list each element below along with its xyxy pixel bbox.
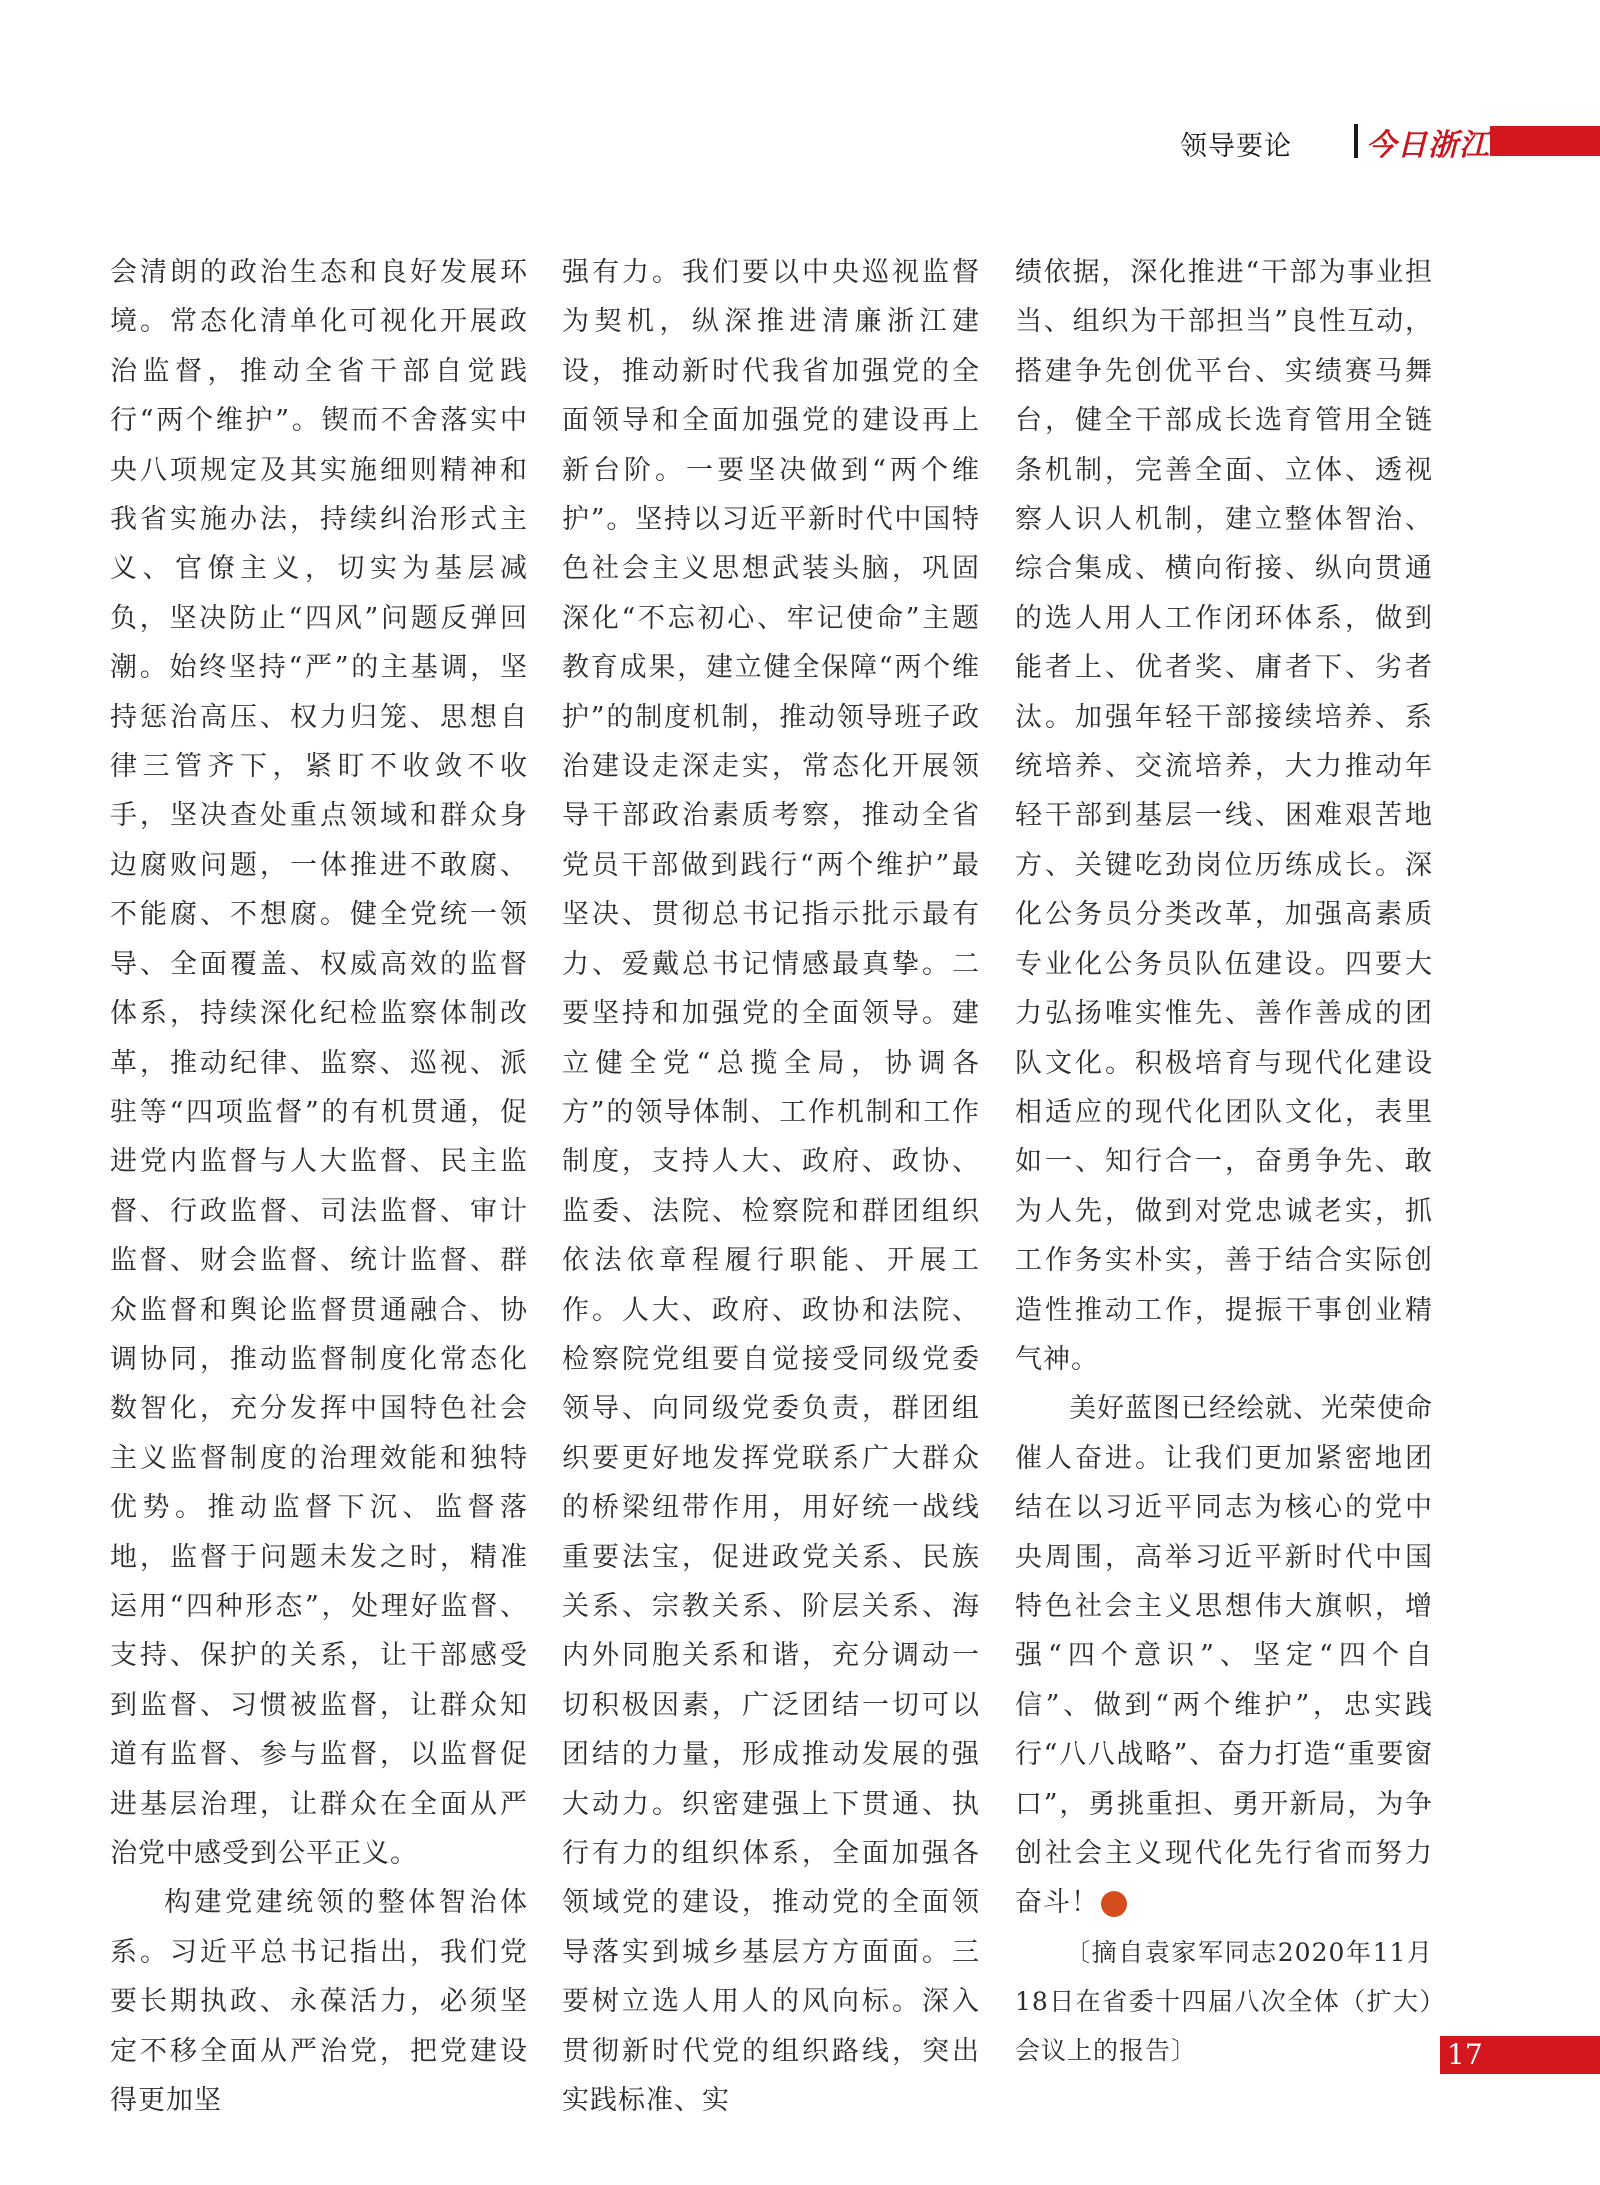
paragraph-closing (1015, 1384, 1433, 1927)
header-divider (1354, 124, 1358, 158)
source-note: 〔摘自袁家军同志2020年11月18日在省委十四届八次全体（扩大）会议上的报告〕 (1015, 1937, 1433, 2065)
text-column-2 (562, 248, 980, 2125)
page-header (1180, 120, 1600, 166)
header-accent-bar (1490, 126, 1600, 156)
text-column-1 (110, 248, 528, 2125)
paragraph: 强有力。我们要以中央巡视监督为契机，纵深推进清廉浙江建设，推动新时代我省加强党的全面领导和全面加强党的建设再上新台阶。一要坚决做到“两个维护”。坚持以习近平新时代中国特色社会主义思想武装头脑，巩固深化“不忘初心、牢记使命”主题教育成果，建立健全保障“两个维护”的制度机制，推动领导班子政治建设走深走实，常态化开展领导干部政治素质考察，推动全省党员干部做到践行“两个维护”最坚决、贯彻总书记指示批示最有力、爱戴总书记情感最真挚。二要坚持和加强党的全面领导。建立健全党“总揽全局，协调各方”的领导体制、工作机制和工作制度，支持人大、政府、政协、监委、法院、检察院和群团组织依法依章程履行职能、开展工作。人大、政府、政协和法院、检察院党组要自觉接受同级党委领导、向同级党委负责，群团组织要更好地发挥党联系广大群众的桥梁纽带作用，用好统一战线重要法宝，促进政党关系、民族关系、宗教关系、阶层关系、海内外同胞关系和谐，充分调动一切积极因素，广泛团结一切可以团结的力量，形成推动发展的强大动力。织密建强上下贯通、执行有力的组织体系，全面加强各领域党的建设，推动党的全面领导落实到城乡基层方方面面。三要树立选人用人的风向标。深入贯彻新时代党的组织路线，突出实践标准、实 (562, 257, 980, 2117)
end-mark-icon: 今 (1101, 1891, 1127, 1917)
closing-text: 美好蓝图已经绘就、光荣使命催人奋进。让我们更加紧密地团结在以习近平同志为核心的党中央周围，高举习近平新时代中国特色社会主义思想伟大旗帜，增强“四个意识”、坚定“四个自信”、做到“两个维护”，忠实践行“八八战略”、奋力打造“重要窗口”，勇挑重担、勇开新局，为争创社会主义现代化先行省而努力奋斗！ (1015, 1393, 1433, 1919)
section-title: 领导要论 (1180, 131, 1292, 162)
paragraph: 构建党建统领的整体智治体系。习近平总书记指出，我们党要长期执政、永葆活力，必须坚定不移全面从严治党，把党建设得更加坚 (110, 1887, 528, 2117)
paragraph: 会清朗的政治生态和良好发展环境。常态化清单化可视化开展政治监督，推动全省干部自觉践行“两个维护”。锲而不舍落实中央八项规定及其实施细则精神和我省实施办法，持续纠治形式主义、官僚主义，切实为基层减负，坚决防止“四风”问题反弹回潮。始终坚持“严”的主基调，坚持惩治高压、权力归笼、思想自律三管齐下，紧盯不收敛不收手，坚决查处重点领域和群众身边腐败问题，一体推进不敢腐、不能腐、不想腐。健全党统一领导、全面覆盖、权威高效的监督体系，持续深化纪检监察体制改革，推动纪律、监察、巡视、派驻等“四项监督”的有机贯通，促进党内监督与人大监督、民主监督、行政监督、司法监督、审计监督、财会监督、统计监督、群众监督和舆论监督贯通融合、协调协同，推动监督制度化常态化数智化，充分发挥中国特色社会主义监督制度的治理效能和独特优势。推动监督下沉、监督落地，监督于问题未发之时，精准运用“四种形态”，处理好监督、支持、保护的关系，让干部感受到监督、习惯被监督，让群众知道有监督、参与监督，以监督促进基层治理，让群众在全面从严治党中感受到公平正义。 (110, 257, 528, 1869)
magazine-logo: 今日浙江 (1366, 128, 1490, 163)
paragraph: 绩依据，深化推进“干部为事业担当、组织为干部担当”良性互动，搭建争先创优平台、实绩赛马舞台，健全干部成长选育管用全链条机制，完善全面、立体、透视察人识人机制，建立整体智治、综合集成、横向衔接、纵向贯通的选人用人工作闭环体系，做到能者上、优者奖、庸者下、劣者汰。加强年轻干部接续培养、系统培养、交流培养，大力推动年轻干部到基层一线、困难艰苦地方、关键吃劲岗位历练成长。深化公务员分类改革，加强高素质专业化公务员队伍建设。四要大力弘扬唯实惟先、善作善成的团队文化。积极培育与现代化建设相适应的现代化团队文化，表里如一、知行合一，奋勇争先、敢为人先，做到对党忠诚老实，抓工作务实朴实，善于结合实际创造性推动工作，提振干事创业精气神。 (1015, 257, 1433, 1375)
text-column-3 (1015, 248, 1433, 2075)
page-number: 17 (1447, 2038, 1483, 2071)
